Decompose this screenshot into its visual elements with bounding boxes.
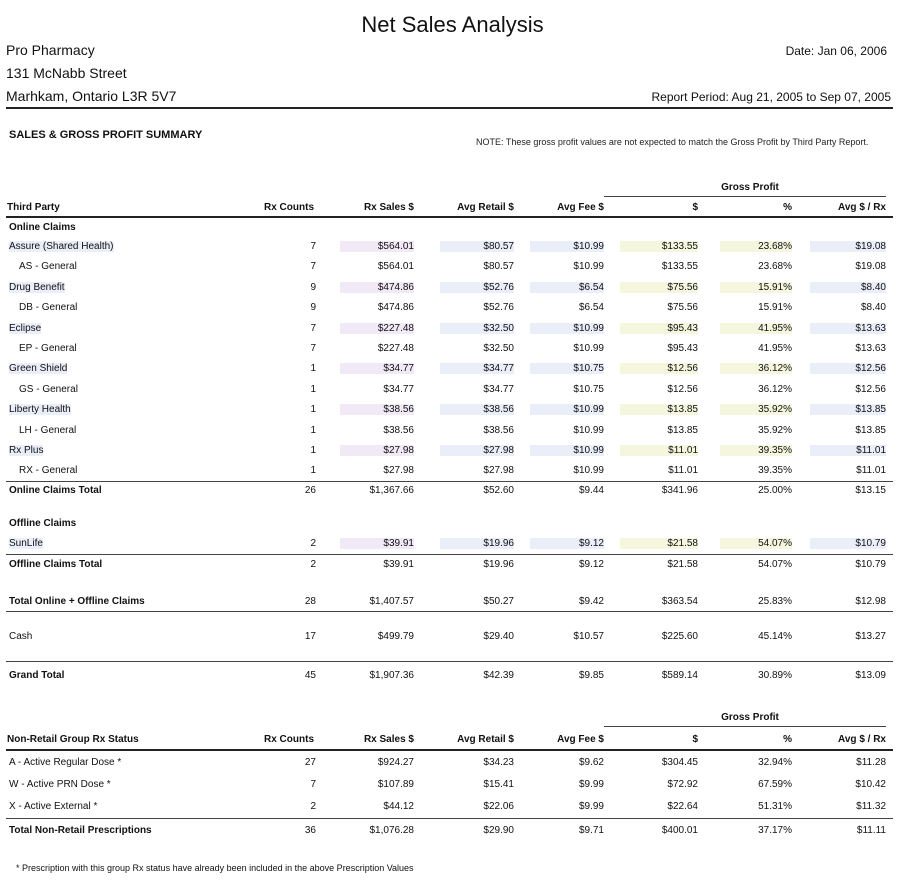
cell-gp: $72.92 (667, 779, 698, 790)
cell-gp: $13.85 (667, 425, 698, 436)
header-rule (6, 749, 893, 751)
cell-retail: $80.57 (440, 241, 514, 252)
row-label: Offline Claims Total (9, 559, 103, 570)
cell-gp: $304.45 (661, 757, 698, 768)
cell-count: 1 (310, 363, 316, 374)
cell-count: 26 (304, 485, 316, 496)
column-header: Rx Counts (264, 202, 314, 213)
cell-gp: $133.55 (620, 241, 698, 252)
row-label: LH - General (19, 425, 77, 436)
cell-retail: $52.76 (440, 282, 514, 293)
cell-pct: 37.17% (758, 825, 792, 836)
cell-avg: $13.85 (810, 404, 886, 415)
row-label: RX - General (19, 465, 78, 476)
cell-pct: 25.83% (758, 596, 792, 607)
cell-sales: $227.48 (377, 343, 414, 354)
cell-retail: $38.56 (483, 425, 514, 436)
row-label: DB - General (19, 302, 78, 313)
cell-pct: 41.95% (720, 323, 792, 334)
cell-pct: 23.68% (758, 261, 792, 272)
combined-total-rule (6, 611, 893, 612)
cell-count: 28 (304, 596, 316, 607)
cell-pct: 54.07% (758, 559, 792, 570)
row-label: Grand Total (9, 670, 65, 681)
cell-gp: $75.56 (667, 302, 698, 313)
cell-retail: $32.50 (483, 343, 514, 354)
cell-retail: $27.98 (483, 465, 514, 476)
cell-avg: $11.01 (810, 445, 886, 456)
row-label: Rx Plus (9, 445, 44, 456)
cell-sales: $34.77 (383, 384, 414, 395)
cell-fee: $9.12 (530, 538, 604, 549)
cell-sales: $44.12 (383, 801, 414, 812)
cell-gp: $589.14 (661, 670, 698, 681)
cell-sales: $227.48 (340, 323, 414, 334)
report-title: Net Sales Analysis (361, 12, 544, 37)
online-claims-label: Online Claims (9, 222, 76, 233)
header-rule (6, 107, 893, 109)
cell-sales: $474.86 (340, 282, 414, 293)
header-rule (6, 216, 893, 218)
cell-fee: $9.62 (578, 757, 604, 768)
cell-pct: 25.00% (758, 485, 792, 496)
cell-fee: $9.42 (578, 596, 604, 607)
cell-avg: $13.63 (810, 323, 886, 334)
cell-pct: 15.91% (720, 282, 792, 293)
row-label: Total Online + Offline Claims (9, 596, 145, 607)
cell-avg: $13.63 (855, 343, 886, 354)
cell-fee: $10.99 (530, 445, 604, 456)
cell-count: 7 (310, 779, 316, 790)
column-header: Avg Retail $ (457, 734, 514, 745)
cell-fee: $9.85 (578, 670, 604, 681)
cell-retail: $34.23 (483, 757, 514, 768)
report-period: Report Period: Aug 21, 2005 to Sep 07, 2005 (651, 90, 891, 104)
section-title: SALES & GROSS PROFIT SUMMARY (9, 129, 203, 141)
cell-gp: $11.01 (668, 465, 698, 476)
cell-retail: $27.98 (440, 445, 514, 456)
cell-fee: $10.99 (573, 425, 604, 436)
cell-sales: $107.89 (377, 779, 414, 790)
cell-gp: $12.56 (667, 384, 698, 395)
cell-avg: $19.08 (810, 241, 886, 252)
row-label: Liberty Health (9, 404, 71, 415)
row-label: W - Active PRN Dose * (9, 779, 111, 790)
company-city: Marhkam, Ontario L3R 5V7 (6, 88, 177, 104)
offline-claims-label: Offline Claims (9, 518, 77, 529)
cell-avg: $13.15 (855, 485, 886, 496)
column-header: Avg Fee $ (557, 734, 604, 745)
cell-retail: $38.56 (440, 404, 514, 415)
column-header: Non-Retail Group Rx Status (7, 734, 139, 745)
cell-gp: $225.60 (661, 631, 698, 642)
row-label: Green Shield (9, 363, 68, 374)
cell-fee: $9.12 (578, 559, 604, 570)
cell-avg: $10.79 (810, 538, 886, 549)
cell-gp: $13.85 (620, 404, 698, 415)
cell-fee: $10.99 (573, 465, 604, 476)
cell-fee: $6.54 (530, 282, 604, 293)
cell-avg: $19.08 (855, 261, 886, 272)
cell-retail: $42.39 (483, 670, 514, 681)
row-label: EP - General (19, 343, 77, 354)
cell-pct: 15.91% (758, 302, 792, 313)
column-header: $ (692, 202, 698, 213)
column-header: % (783, 202, 792, 213)
cell-pct: 41.95% (758, 343, 792, 354)
row-label: SunLife (9, 538, 43, 549)
cell-pct: 54.07% (720, 538, 792, 549)
cell-sales: $564.01 (377, 261, 414, 272)
cell-retail: $32.50 (440, 323, 514, 334)
cell-pct: 23.68% (720, 241, 792, 252)
cell-pct: 36.12% (720, 363, 792, 374)
cell-avg: $11.01 (856, 465, 886, 476)
gross-profit-group-header: Gross Profit (721, 712, 779, 723)
cell-avg: $10.42 (855, 779, 886, 790)
cell-fee: $10.57 (573, 631, 604, 642)
cell-fee: $10.75 (530, 363, 604, 374)
cell-retail: $29.90 (483, 825, 514, 836)
cell-count: 2 (310, 559, 316, 570)
cell-avg: $8.40 (810, 282, 886, 293)
cell-gp: $12.56 (620, 363, 698, 374)
cell-count: 9 (310, 302, 316, 313)
cell-pct: 30.89% (758, 670, 792, 681)
cell-fee: $10.99 (530, 323, 604, 334)
company-street: 131 McNabb Street (6, 65, 127, 81)
cell-retail: $29.40 (483, 631, 514, 642)
cell-avg: $13.27 (855, 631, 886, 642)
cell-sales: $474.86 (377, 302, 414, 313)
cell-avg: $13.85 (855, 425, 886, 436)
cell-gp: $400.01 (661, 825, 698, 836)
cell-retail: $19.96 (483, 559, 514, 570)
cell-count: 9 (310, 282, 316, 293)
cell-sales: $1,367.66 (369, 485, 414, 496)
cell-gp: $21.58 (667, 559, 698, 570)
cell-sales: $38.56 (340, 404, 414, 415)
cell-avg: $10.79 (855, 559, 886, 570)
cell-count: 1 (310, 445, 316, 456)
cell-gp: $95.43 (667, 343, 698, 354)
cell-retail: $80.57 (483, 261, 514, 272)
cell-count: 2 (310, 801, 316, 812)
cell-count: 1 (310, 404, 316, 415)
cell-fee: $10.99 (573, 343, 604, 354)
cell-pct: 36.12% (758, 384, 792, 395)
cell-retail: $34.77 (483, 384, 514, 395)
cell-pct: 35.92% (720, 404, 792, 415)
cell-fee: $9.71 (578, 825, 604, 836)
offline-total-rule (6, 554, 893, 555)
column-header: % (783, 734, 792, 745)
cell-sales: $34.77 (340, 363, 414, 374)
cell-retail: $15.41 (483, 779, 514, 790)
cell-sales: $1,907.36 (369, 670, 414, 681)
cell-sales: $499.79 (377, 631, 414, 642)
cell-sales: $1,076.28 (369, 825, 414, 836)
cell-retail: $34.77 (440, 363, 514, 374)
cell-count: 7 (310, 261, 316, 272)
cell-count: 1 (310, 384, 316, 395)
cell-avg: $11.28 (856, 757, 886, 768)
row-label: Assure (Shared Health) (9, 241, 114, 252)
cell-retail: $52.76 (483, 302, 514, 313)
row-label: Online Claims Total (9, 485, 102, 496)
column-header: Rx Sales $ (363, 202, 414, 213)
cell-pct: 35.92% (758, 425, 792, 436)
cell-avg: $12.98 (855, 596, 886, 607)
cell-count: 7 (310, 343, 316, 354)
column-header: $ (692, 734, 698, 745)
column-header: Avg $ / Rx (838, 734, 886, 745)
cell-sales: $39.91 (383, 559, 414, 570)
cell-gp: $133.55 (661, 261, 698, 272)
cell-count: 1 (310, 425, 316, 436)
cell-gp: $341.96 (661, 485, 698, 496)
cell-pct: 67.59% (758, 779, 792, 790)
column-header: Avg Retail $ (457, 202, 514, 213)
row-label: Eclipse (9, 323, 42, 334)
column-header: Rx Counts (264, 734, 314, 745)
row-label: Drug Benefit (9, 282, 65, 293)
cell-sales: $27.98 (383, 465, 414, 476)
company-name: Pro Pharmacy (6, 42, 95, 58)
cell-sales: $27.98 (340, 445, 414, 456)
column-header: Third Party (7, 202, 60, 213)
cell-avg: $12.56 (810, 363, 886, 374)
cell-count: 36 (304, 825, 316, 836)
profit-note: NOTE: These gross profit values are not expected to match the Gross Profit by Third Party Report. (476, 137, 869, 147)
cell-avg: $11.11 (856, 825, 886, 836)
cell-sales: $924.27 (377, 757, 414, 768)
cell-count: 7 (310, 241, 316, 252)
online-total-rule (6, 481, 893, 482)
cell-pct: 45.14% (758, 631, 792, 642)
cell-pct: 32.94% (758, 757, 792, 768)
cell-sales: $39.91 (340, 538, 414, 549)
row-label: A - Active Regular Dose * (9, 757, 122, 768)
non-retail-total-rule (6, 818, 893, 819)
cell-gp: $363.54 (661, 596, 698, 607)
cell-fee: $6.54 (578, 302, 604, 313)
cell-pct: 39.35% (720, 445, 792, 456)
column-header: Avg $ / Rx (838, 202, 886, 213)
cell-avg: $12.56 (855, 384, 886, 395)
cell-fee: $10.99 (573, 261, 604, 272)
cell-avg: $13.09 (855, 670, 886, 681)
row-label: AS - General (19, 261, 77, 272)
cell-avg: $11.32 (856, 801, 886, 812)
cell-count: 17 (304, 631, 316, 642)
cell-count: 2 (310, 538, 316, 549)
cell-pct: 39.35% (758, 465, 792, 476)
cell-gp: $95.43 (620, 323, 698, 334)
cell-gp: $75.56 (620, 282, 698, 293)
cell-gp: $22.64 (667, 801, 698, 812)
row-label: Cash (9, 631, 33, 642)
cell-retail: $50.27 (483, 596, 514, 607)
row-label: X - Active External * (9, 801, 98, 812)
cell-sales: $1,407.57 (369, 596, 414, 607)
cell-fee: $10.99 (530, 241, 604, 252)
cell-fee: $10.75 (573, 384, 604, 395)
column-header: Avg Fee $ (557, 202, 604, 213)
cell-retail: $22.06 (483, 801, 514, 812)
cell-count: 7 (310, 323, 316, 334)
cell-sales: $38.56 (383, 425, 414, 436)
row-label: Total Non-Retail Prescriptions (9, 825, 152, 836)
cash-rule (6, 661, 893, 662)
cell-pct: 51.31% (758, 801, 792, 812)
cell-fee: $9.44 (578, 485, 604, 496)
cell-count: 1 (310, 465, 316, 476)
cell-fee: $9.99 (578, 801, 604, 812)
cell-retail: $19.96 (440, 538, 514, 549)
cell-sales: $564.01 (340, 241, 414, 252)
cell-fee: $10.99 (530, 404, 604, 415)
cell-gp: $21.58 (620, 538, 698, 549)
gross-profit-group-header: Gross Profit (721, 182, 779, 193)
cell-fee: $9.99 (578, 779, 604, 790)
cell-retail: $52.60 (483, 485, 514, 496)
column-header: Rx Sales $ (363, 734, 414, 745)
gross-profit-rule (604, 726, 886, 727)
gross-profit-rule (604, 196, 886, 197)
report-date: Date: Jan 06, 2006 (785, 44, 887, 58)
row-label: GS - General (19, 384, 78, 395)
cell-count: 45 (304, 670, 316, 681)
cell-gp: $11.01 (620, 445, 698, 456)
footnote: * Prescription with this group Rx status have already been included in the above Prescription Values (16, 863, 414, 873)
cell-count: 27 (304, 757, 316, 768)
cell-avg: $8.40 (860, 302, 886, 313)
